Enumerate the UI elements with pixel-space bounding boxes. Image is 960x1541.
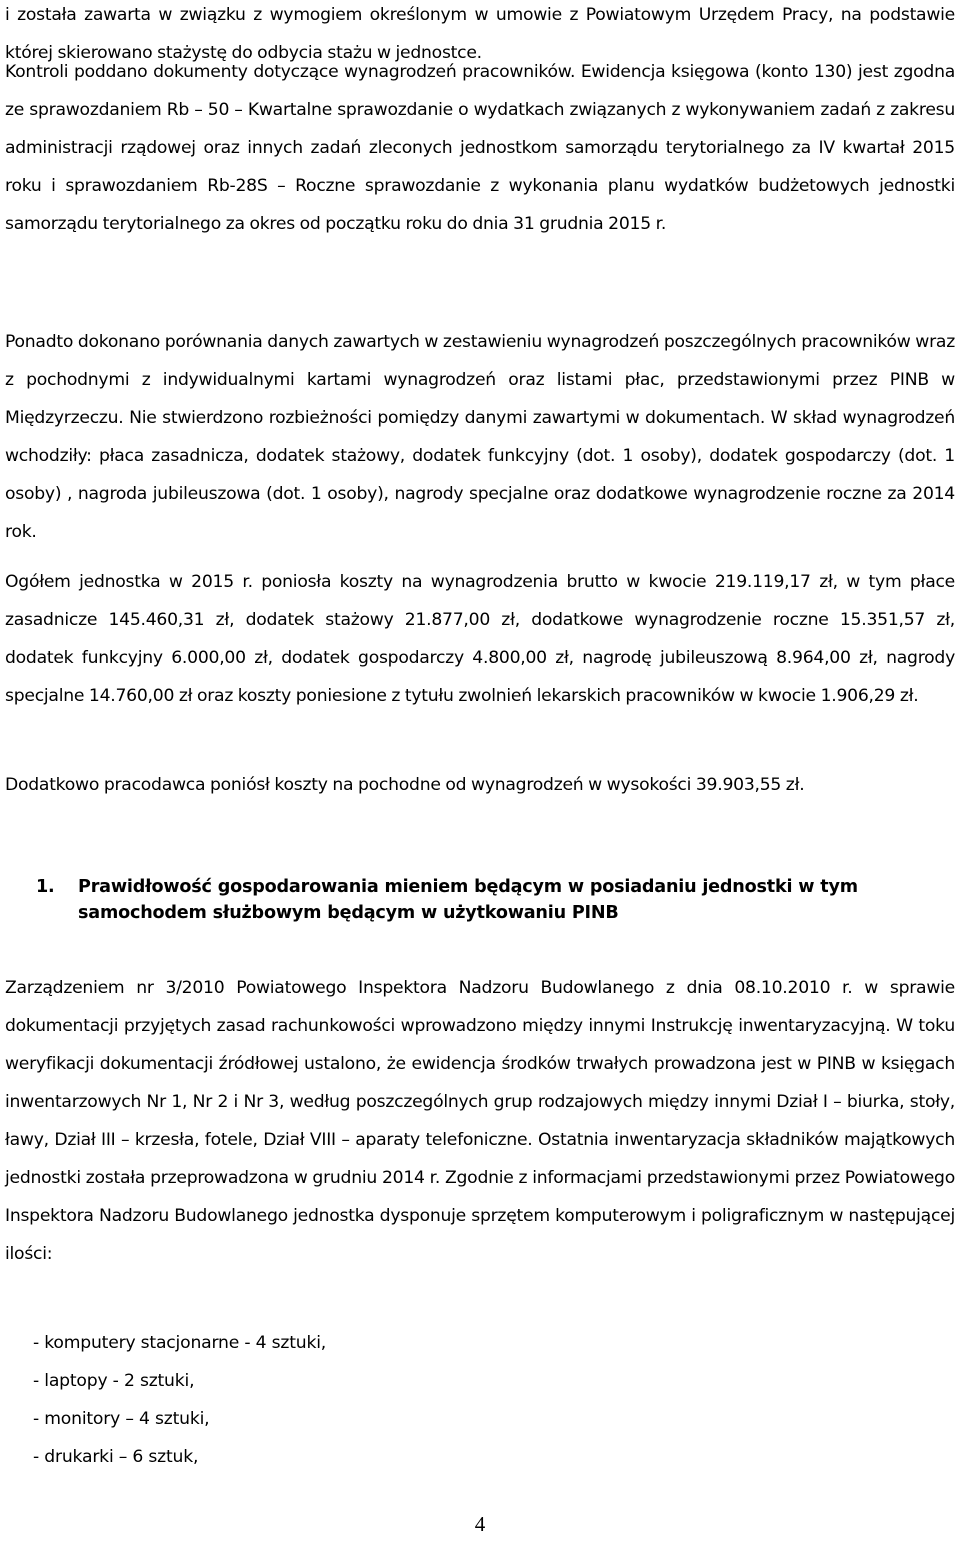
paragraph-comparison: Ponadto dokonano porównania danych zawartych w zestawieniu wynagrodzeń poszczególnych pracowników wraz z pochodnymi z indywidualnymi kartami wynagrodzeń oraz listami płac, przedstawionymi przez PINB w Międzyrzeczu. Nie stwierdzono rozbieżności pomiędzy danymi zawartymi w dokumentach. W skład wynagrodzeń wchodziły: płaca zasadnicza, dodatek stażowy, dodatek funkcyjny (dot. 1 osoby), dodatek gospodarczy (dot. 1 osoby) , nagroda jubileuszowa (dot. 1 osoby), nagrody specjalne oraz dodatkowe wynagrodzenie roczne za 2014 rok. <box>5 332 955 542</box>
list-item: - monitory – 4 sztuki, <box>33 1409 210 1429</box>
section-heading <box>5 874 960 926</box>
paragraph-salary-costs: Ogółem jednostka w 2015 r. poniosła koszty na wynagrodzenia brutto w kwocie 219.119,17 zł, w tym płace zasadnicze 145.460,31 zł, dodatek stażowy 21.877,00 zł, dodatkowe wynagrodzenie roczne 15.351,57 zł, dodatek funkcyjny 6.000,00 zł, dodatek gospodarczy 4.800,00 zł, nagrodę jubileuszową 8.964,00 zł, nagrody specjalne 14.760,00 zł oraz koszty poniesione z tytułu zwolnień lekarskich pracowników w kwocie 1.906,29 zł. <box>5 572 955 706</box>
paragraph-inventory-regulation: Zarządzeniem nr 3/2010 Powiatowego Inspektora Nadzoru Budowlanego z dnia 08.10.2010 r. w sprawie dokumentacji przyjętych zasad rachunkowości wprowadzono między innymi Instrukcję inwentaryzacyjną. W toku weryfikacji dokumentacji źródłowej ustalono, że ewidencja środków trwałych prowadzona jest w PINB w księgach inwentarzowych Nr 1, Nr 2 i Nr 3, według poszczególnych grup rodzajowych między innymi Dział I – biurka, stoły, ławy, Dział III – krzesła, fotele, Dział VIII – aparaty telefoniczne. Ostatnia inwentaryzacja składników majątkowych jednostki została przeprowadzona w grudniu 2014 r. Zgodnie z informacjami przedstawionymi przez Powiatowego Inspektora Nadzoru Budowlanego jednostka dysponuje sprzętem komputerowym i poligraficznym w następującej ilości: <box>5 978 955 1264</box>
list-item: - laptopy - 2 sztuki, <box>33 1371 195 1391</box>
section-heading-number: 1. <box>36 877 55 897</box>
paragraph-payroll-audit: Kontroli poddano dokumenty dotyczące wynagrodzeń pracowników. Ewidencja księgowa (konto 130) jest zgodna ze sprawozdaniem Rb – 50 – Kwartalne sprawozdanie o wydatkach związanych z wykonywaniem zadań z zakresu administracji rządowej oraz innych zadań zleconych jednostkom samorządu terytorialnego za IV kwartał 2015 roku i sprawozdaniem Rb-28S – Roczne sprawozdanie z wykonania planu wydatków budżetowych jednostki samorządu terytorialnego za okres od początku roku do dnia 31 grudnia 2015 r. <box>5 62 955 234</box>
paragraph-intro: i została zawarta w związku z wymogiem określonym w umowie z Powiatowym Urzędem Pracy, na podstawie której skierowano stażystę do odbycia stażu w jednostce. <box>5 5 955 63</box>
inventory-list <box>33 1324 326 1476</box>
page-number: 4 <box>474 1512 486 1536</box>
list-item: - drukarki – 6 sztuk, <box>33 1447 199 1467</box>
paragraph-additional-costs: Dodatkowo pracodawca poniósł koszty na pochodne od wynagrodzeń w wysokości 39.903,55 zł. <box>5 775 805 795</box>
section-heading-text: Prawidłowość gospodarowania mieniem będącym w posiadaniu jednostki w tym samochodem służbowym będącym w użytkowaniu PINB <box>78 877 858 923</box>
list-item: - komputery stacjonarne - 4 sztuki, <box>33 1333 327 1353</box>
